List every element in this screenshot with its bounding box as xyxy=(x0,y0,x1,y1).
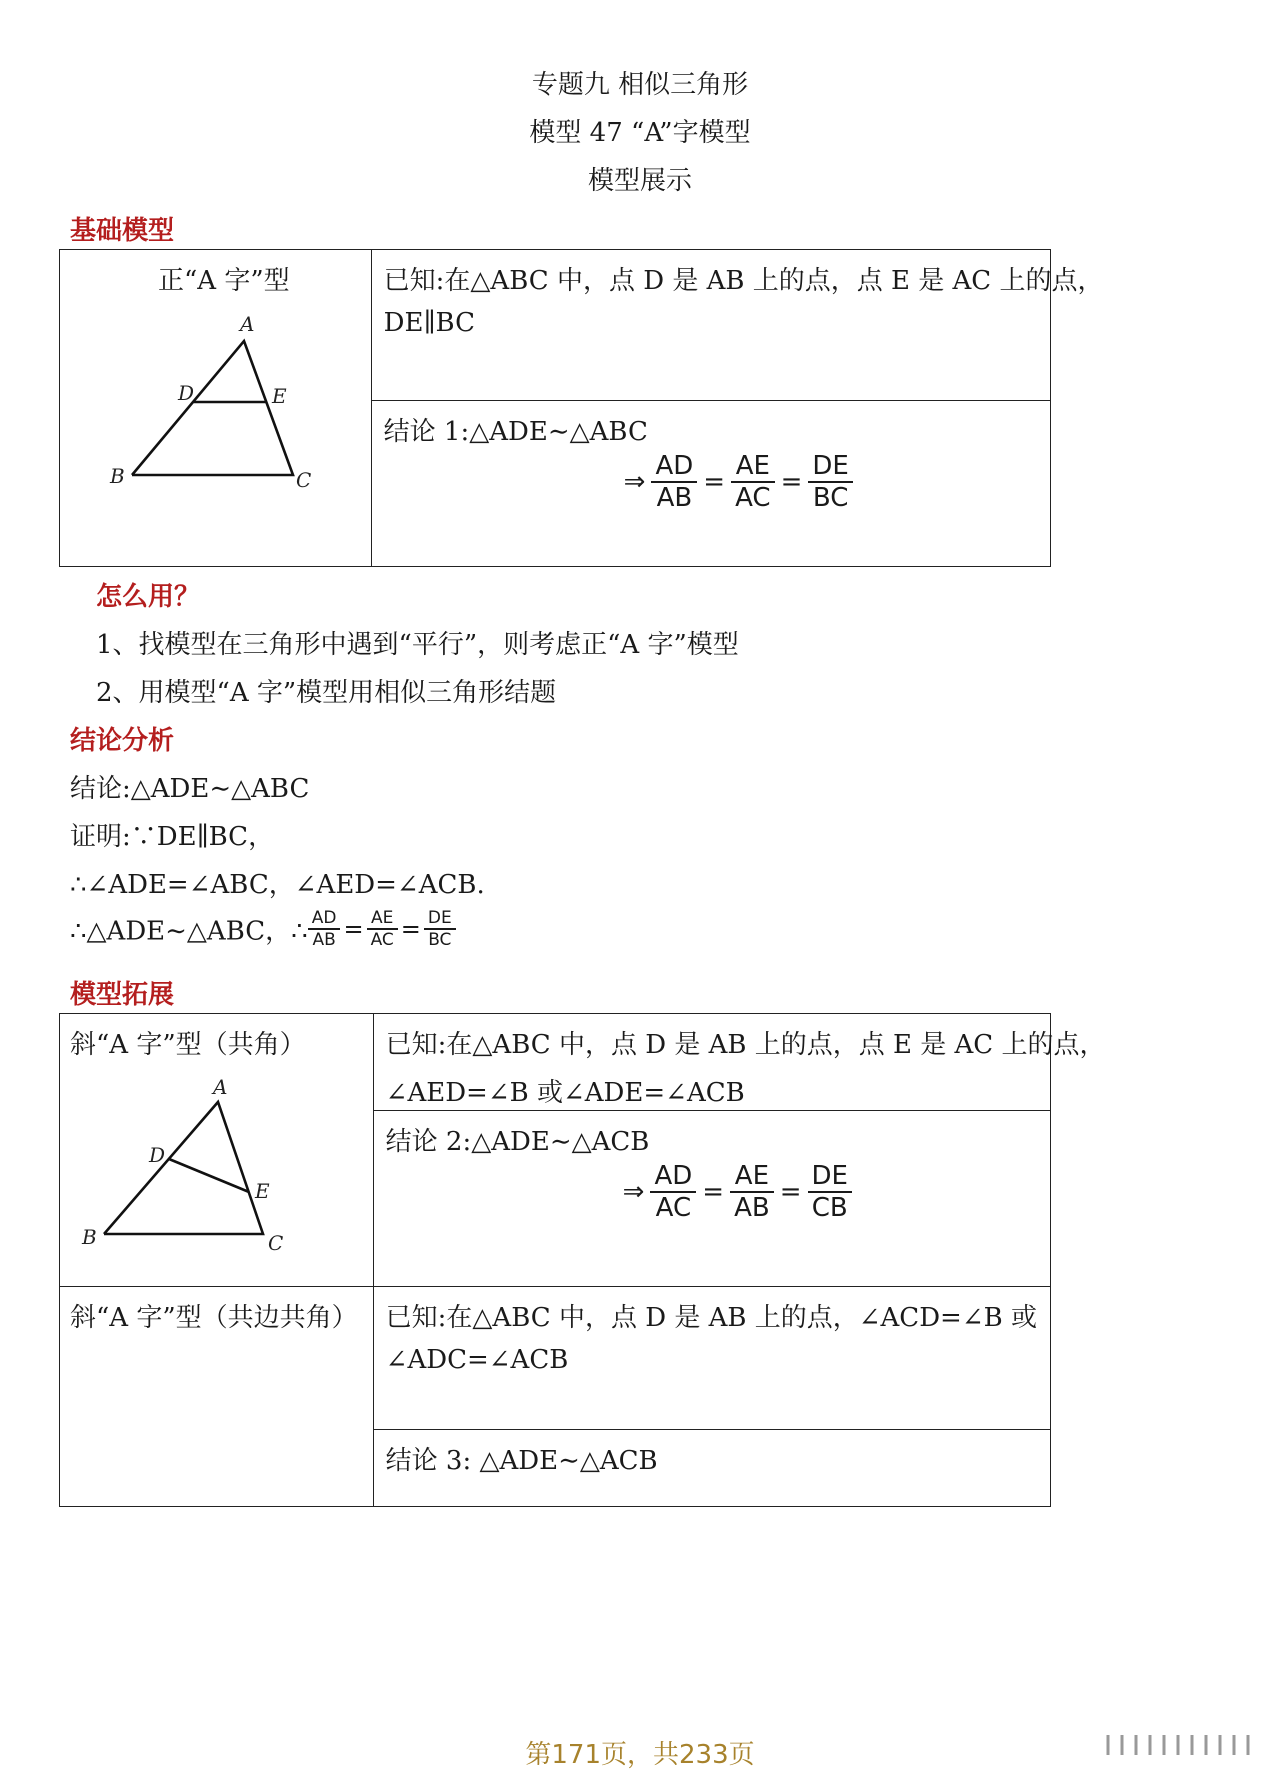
analysis-line4 xyxy=(70,908,456,950)
ext1-figure-cell xyxy=(60,1014,374,1287)
basic-figure-cell xyxy=(60,250,372,567)
label-c: C xyxy=(268,1231,284,1255)
basic-given-cell xyxy=(371,250,1104,401)
page-scrub-bar-icon[interactable] xyxy=(1100,1727,1260,1763)
fraction: $\frac{AE}{AC}$ xyxy=(731,451,774,513)
usage-step2: 2、用模型“A 字”模型用相似三角形结题 xyxy=(96,678,557,708)
ext1-ratio-formula xyxy=(617,1161,852,1223)
triangle-diagram-common-angle xyxy=(78,1072,318,1272)
ext2-figure-cell xyxy=(60,1287,374,1507)
label-d: D xyxy=(149,1143,166,1167)
label-d: D xyxy=(178,381,195,405)
fraction: $\frac{AD}{AC}$ xyxy=(650,1161,696,1223)
label-e: E xyxy=(272,384,287,408)
ext1-conclusion: 结论 2:△ADE∼△ACB xyxy=(385,1127,650,1157)
analysis-line2: 证明:∵DE∥BC， xyxy=(70,822,275,852)
equals-sign: = xyxy=(780,467,803,497)
fraction: $\frac{AD}{AB}$ xyxy=(308,908,341,950)
extension-model-table xyxy=(59,1013,1106,1507)
label-a: A xyxy=(213,1075,228,1099)
triangle-diagram-parallel xyxy=(100,305,330,505)
basic-conclusion-cell xyxy=(371,401,1050,567)
fraction: $\frac{AE}{AC}$ xyxy=(367,908,398,950)
ext1-type-label: 斜“A 字”型（共角） xyxy=(70,1030,306,1060)
usage-step1: 1、找模型在三角形中遇到“平行”，则考虑正“A 字”模型 xyxy=(96,630,739,660)
ext2-type-label: 斜“A 字”型（共边共角） xyxy=(70,1303,358,1333)
topic-title: 专题九 相似三角形 xyxy=(531,70,749,100)
fraction: $\frac{AE}{AB}$ xyxy=(730,1161,774,1223)
basic-conclusion: 结论 1:△ADE∼△ABC xyxy=(383,417,648,447)
basic-type-label: 正“A 字”型 xyxy=(158,266,290,296)
ext2-given-cell xyxy=(373,1287,1050,1430)
ext2-conclusion: 结论 3: △ADE∼△ACB xyxy=(385,1446,658,1476)
equals-sign: = xyxy=(400,915,421,943)
basic-heading: 基础模型 xyxy=(70,216,175,246)
usage-heading: 怎么用？ xyxy=(96,582,201,612)
ext1-given-cell xyxy=(373,1014,1106,1111)
ext2-given-line1: 已知:在△ABC 中，点 D 是 AB 上的点，∠ACD=∠B 或 xyxy=(385,1303,1037,1333)
page-indicator: 第171页，共233页 xyxy=(525,1740,755,1770)
analysis-line1: 结论:△ADE∼△ABC xyxy=(70,774,310,804)
fraction: $\frac{DE}{CB}$ xyxy=(808,1161,852,1223)
fraction: $\frac{DE}{BC}$ xyxy=(808,451,852,513)
section-title: 模型展示 xyxy=(587,166,692,196)
ext2-conclusion-cell xyxy=(373,1430,1050,1507)
fraction: $\frac{AD}{AB}$ xyxy=(651,451,697,513)
ext1-given-line1: 已知:在△ABC 中，点 D 是 AB 上的点，点 E 是 AC 上的点， xyxy=(385,1030,1106,1060)
equals-sign: = xyxy=(702,1177,725,1207)
fraction: $\frac{DE}{BC}$ xyxy=(424,908,456,950)
label-c: C xyxy=(296,468,312,492)
implies-sign: ⇒ xyxy=(623,467,646,497)
basic-ratio-formula xyxy=(618,451,853,513)
ext2-given-line2: ∠ADC=∠ACB xyxy=(385,1345,569,1375)
basic-given-line1: 已知:在△ABC 中，点 D 是 AB 上的点，点 E 是 AC 上的点， xyxy=(383,266,1104,296)
model-title: 模型 47 “A”字模型 xyxy=(529,118,751,148)
equals-sign: = xyxy=(343,915,364,943)
label-b: B xyxy=(110,464,125,488)
basic-model-table xyxy=(59,249,1104,567)
analysis-heading: 结论分析 xyxy=(70,726,175,756)
equals-sign: = xyxy=(703,467,726,497)
label-a: A xyxy=(240,312,255,336)
analysis-line4-prefix: ∴△ADE∼△ABC，∴ xyxy=(70,916,308,947)
label-b: B xyxy=(82,1225,97,1249)
equals-sign: = xyxy=(779,1177,802,1207)
extension-heading: 模型拓展 xyxy=(70,980,175,1010)
ext1-given-line2: ∠AED=∠B 或∠ADE=∠ACB xyxy=(385,1078,745,1108)
label-e: E xyxy=(255,1179,270,1203)
ext1-conclusion-cell xyxy=(373,1111,1050,1287)
implies-sign: ⇒ xyxy=(622,1177,645,1207)
analysis-line3: ∴∠ADE=∠ABC，∠AED=∠ACB. xyxy=(70,870,485,900)
basic-given-line2: DE∥BC xyxy=(383,308,475,338)
